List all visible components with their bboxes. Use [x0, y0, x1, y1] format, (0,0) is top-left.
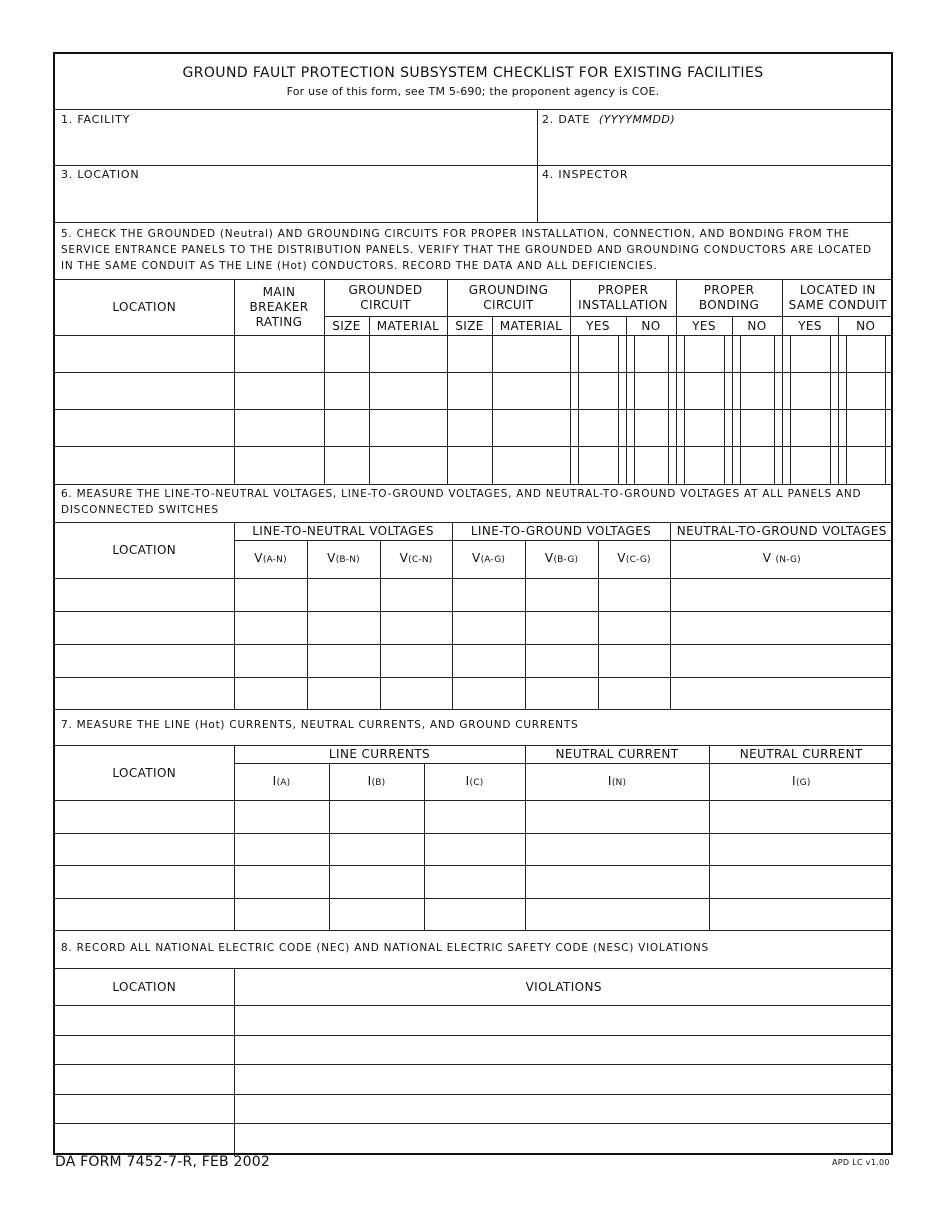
section-7-table	[55, 745, 893, 931]
form-version: APD LC v1.00	[832, 1158, 890, 1167]
s5-grounding-circuit-header: GROUNDING CIRCUIT	[447, 280, 570, 317]
s5-proper-bonding-header: PROPER BONDING	[676, 280, 782, 317]
table-row	[55, 1065, 893, 1095]
section-5-table	[55, 279, 893, 485]
form-number: DA FORM 7452-7-R, FEB 2002	[55, 1154, 270, 1170]
s5-grounding-size: SIZE	[447, 317, 492, 336]
s6-v-bn: V(B-N)	[307, 541, 380, 579]
table-row	[55, 645, 893, 678]
table-row	[55, 899, 893, 931]
table-row	[55, 612, 893, 645]
section-6-table	[55, 522, 893, 710]
s7-i-n: I(N)	[525, 764, 709, 801]
form-subtitle: For use of this form, see TM 5-690; the proponent agency is COE.	[286, 85, 660, 98]
s6-line-to-ground-header: LINE-TO-GROUND VOLTAGES	[452, 523, 670, 541]
table-row	[55, 410, 893, 447]
s5-grounded-size: SIZE	[324, 317, 369, 336]
facility-date-row	[55, 110, 891, 166]
s8-violations-header: VIOLATIONS	[234, 969, 893, 1006]
s5-bonding-no: NO	[732, 317, 782, 336]
section-8-table	[55, 968, 893, 1156]
inspector-field[interactable]: 4. INSPECTOR	[542, 168, 629, 181]
s6-v-bg: V(B-G)	[525, 541, 598, 579]
form-title: GROUND FAULT PROTECTION SUBSYSTEM CHECKLIST FOR EXISTING FACILITIES	[182, 65, 764, 81]
s7-location-header: LOCATION	[55, 746, 234, 801]
s5-conduit-yes: YES	[782, 317, 838, 336]
s7-neutral-current-header: NEUTRAL CURRENT	[525, 746, 709, 764]
table-row	[55, 373, 893, 410]
table-row	[55, 866, 893, 899]
s5-grounding-material: MATERIAL	[492, 317, 570, 336]
s7-line-currents-header: LINE CURRENTS	[234, 746, 525, 764]
location-inspector-row	[55, 166, 891, 223]
date-format-hint: (YYYYMMDD)	[598, 113, 676, 126]
s5-grounded-circuit-header: GROUNDED CIRCUIT	[324, 280, 447, 317]
s7-i-b: I(B)	[329, 764, 424, 801]
section-7-instruction: 7. MEASURE THE LINE (Hot) CURRENTS, NEUTRAL CURRENTS, AND GROUND CURRENTS	[61, 719, 579, 731]
section-5-instruction: 5. CHECK THE GROUNDED (Neutral) AND GROUNDING CIRCUITS FOR PROPER INSTALLATION, CONNECTION, AND BONDING FROM THE SERVICE ENTRANCE PANELS TO THE DISTRIBUTION PANELS. VERIFY THAT THE GROUNDED AND GROUNDING CONDUCTORS ARE LOCATED IN THE SAME CONDUIT AS THE LINE (Hot) CONDUCTORS. RECORD THE DATA AND ALL DEFICIENCIES.	[61, 228, 872, 272]
s6-v-cg: V(C-G)	[598, 541, 670, 579]
s6-line-to-neutral-header: LINE-TO-NEUTRAL VOLTAGES	[234, 523, 452, 541]
s7-i-a: I(A)	[234, 764, 329, 801]
section-6-instruction: 6. MEASURE THE LINE-TO-NEUTRAL VOLTAGES, LINE-TO-GROUND VOLTAGES, AND NEUTRAL-TO-GROUND VOLTAGES AT ALL PANELS AND DISCONNECTED SWITCHES	[61, 488, 862, 516]
s6-v-an: V(A-N)	[234, 541, 307, 579]
location-field[interactable]: 3. LOCATION	[61, 168, 140, 181]
s5-installation-yes: YES	[570, 317, 626, 336]
s8-location-header: LOCATION	[55, 969, 234, 1006]
table-row	[55, 801, 893, 834]
s7-neutral-current-header-2: NEUTRAL CURRENT	[709, 746, 893, 764]
table-row	[55, 1006, 893, 1036]
s5-location-header: LOCATION	[55, 280, 234, 336]
s7-i-c: I(C)	[424, 764, 525, 801]
s5-grounded-material: MATERIAL	[369, 317, 447, 336]
s7-i-g: I(G)	[709, 764, 893, 801]
table-row	[55, 834, 893, 866]
s5-installation-no: NO	[626, 317, 676, 336]
s5-conduit-no: NO	[838, 317, 893, 336]
s5-same-conduit-header: LOCATED IN SAME CONDUIT	[782, 280, 893, 317]
form-header	[55, 54, 891, 110]
s5-proper-installation-header: PROPER INSTALLATION	[570, 280, 676, 317]
s6-location-header: LOCATION	[55, 523, 234, 579]
date-field[interactable]: 2. DATE (YYYYMMDD)	[542, 113, 676, 126]
table-row	[55, 1124, 893, 1156]
s6-v-cn: V(C-N)	[380, 541, 452, 579]
s5-main-breaker-header: MAIN BREAKER RATING	[234, 280, 324, 336]
table-row	[55, 447, 893, 485]
table-row	[55, 678, 893, 710]
table-row	[55, 1036, 893, 1065]
table-row	[55, 336, 893, 373]
s5-bonding-yes: YES	[676, 317, 732, 336]
facility-field[interactable]: 1. FACILITY	[61, 113, 131, 126]
form-frame	[53, 52, 893, 1155]
section-8-instruction: 8. RECORD ALL NATIONAL ELECTRIC CODE (NEC) AND NATIONAL ELECTRIC SAFETY CODE (NESC) VIOLATIONS	[61, 942, 709, 954]
table-row	[55, 579, 893, 612]
s6-v-ng: V (N-G)	[670, 541, 893, 579]
s6-neutral-to-ground-header: NEUTRAL-TO-GROUND VOLTAGES	[670, 523, 893, 541]
table-row	[55, 1095, 893, 1124]
s6-v-ag: V(A-G)	[452, 541, 525, 579]
